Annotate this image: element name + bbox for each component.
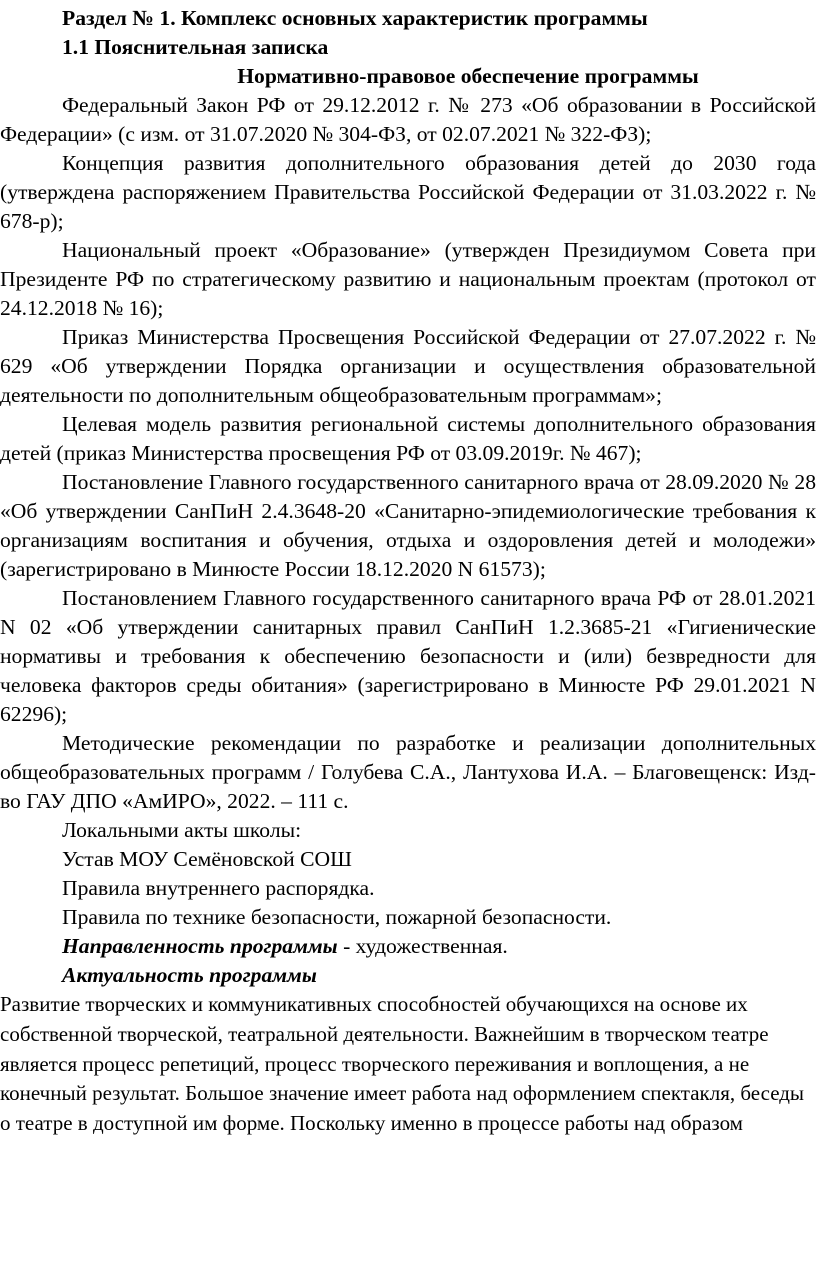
local-acts-item: Устав МОУ Семёновской СОШ (62, 847, 352, 871)
legal-paragraph: Национальный проект «Образование» (утвержден Президиумом Совета при Президенте РФ по стратегическому развитию и национальным проектам (протокол от 24.12.2018 № 16); (0, 238, 816, 320)
direction-line (0, 932, 816, 961)
subsection-heading: 1.1 Пояснительная записка (62, 35, 329, 59)
direction-value: - художественная. (337, 934, 508, 958)
legal-heading: Нормативно-правовое обеспечение программы (237, 64, 699, 88)
local-acts-item: Правила по технике безопасности, пожарной безопасности. (62, 905, 612, 929)
relevance-text: Развитие творческих и коммуникативных способностей обучающихся на основе их собственной творческой, театральной деятельности. Важнейшим в творческом театре является процесс репетиций, процесс творческого переживания и воплощения, а не конечный результат. Большое значение имеет работа над оформлением спектакля, беседы о театре в доступной им форме. Поскольку именно в процессе работы над образом (0, 992, 805, 1136)
legal-paragraph: Постановление Главного государственного санитарного врача от 28.09.2020 № 28 «Об утверждении СанПиН 2.4.3648-20 «Санитарно-эпидемиологические требования к организациям воспитания и обучения, отдыха и оздоровления детей и молодежи» (зарегистрировано в Минюсте России 18.12.2020 N 61573); (0, 470, 816, 581)
local-acts-intro: Локальными акты школы: (62, 818, 302, 842)
relevance-heading: Актуальность программы (62, 963, 317, 987)
legal-paragraph: Методические рекомендации по разработке и реализации дополнительных общеобразовательных программ / Голубева С.А., Лантухова И.А. – Благовещенск: Изд-во ГАУ ДПО «АмИРО», 2022. – 111 с. (0, 731, 816, 813)
local-acts-item: Правила внутреннего распорядка. (62, 876, 375, 900)
legal-paragraph: Приказ Министерства Просвещения Российской Федерации от 27.07.2022 г. № 629 «Об утверждении Порядка организации и осуществления образовательной деятельности по дополнительным общеобразовательным программам»; (0, 325, 816, 407)
section-heading: Раздел № 1. Комплекс основных характеристик программы (62, 6, 648, 30)
legal-paragraph: Концепция развития дополнительного образования детей до 2030 года (утверждена распоряжением Правительства Российской Федерации от 31.03.2022 г. № 678-р); (0, 151, 816, 233)
direction-label: Направленность программы (62, 934, 338, 958)
legal-paragraph: Постановлением Главного государственного санитарного врача РФ от 28.01.2021 N 02 «Об утверждении санитарных правил СанПиН 1.2.3685-21 «Гигиенические нормативы и требования к обеспечению безопасности и (или) безвредности для человека факторов среды обитания» (зарегистрировано в Минюсте РФ 29.01.2021 N 62296); (0, 586, 816, 726)
document-page (0, 4, 816, 1139)
legal-paragraph: Целевая модель развития региональной системы дополнительного образования детей (приказ Министерства просвещения РФ от 03.09.2019г. № 467); (0, 412, 816, 465)
legal-paragraph: Федеральный Закон РФ от 29.12.2012 г. № 273 «Об образовании в Российской Федерации» (с изм. от 31.07.2020 № 304-ФЗ, от 02.07.2021 № 322-ФЗ); (0, 93, 816, 146)
